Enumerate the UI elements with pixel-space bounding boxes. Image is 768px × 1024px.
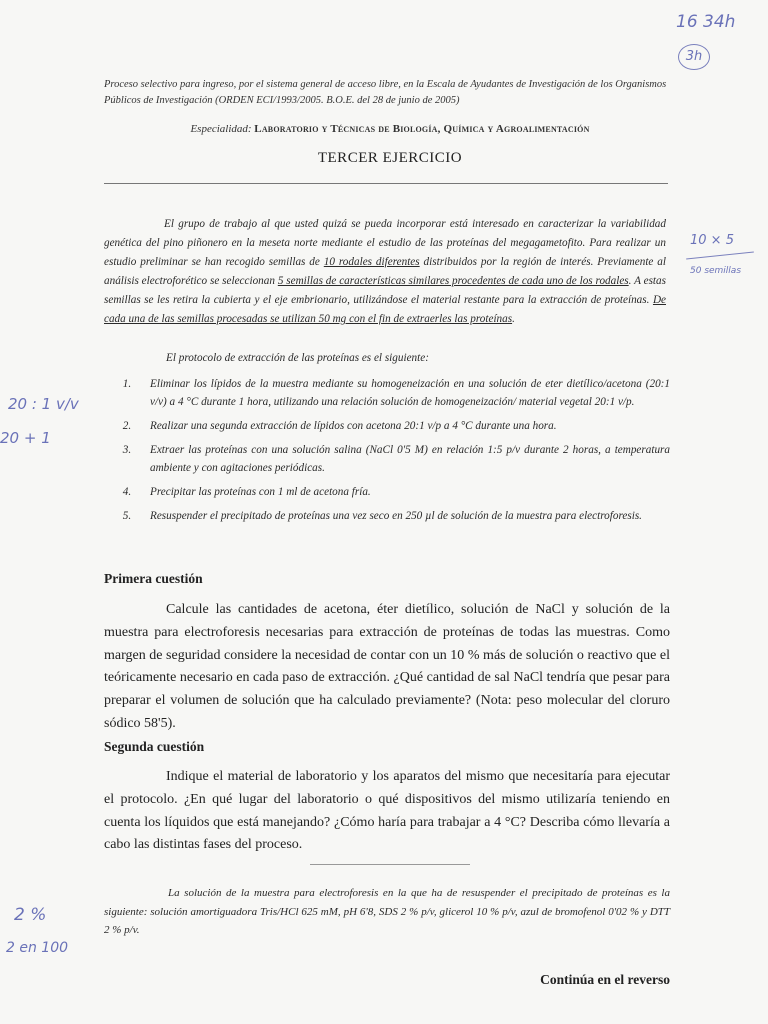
handwritten-margin-note: 20 : 1 v/v: [8, 395, 79, 413]
protocol-steps: [104, 375, 670, 531]
intro-text: . A estas semillas se les retira la cubierta y el eje embrionario, utilizándose el material restante para la extracción de proteínas.: [104, 275, 666, 306]
intro-paragraph: [104, 215, 666, 329]
question-1-heading: Primera cuestión: [104, 571, 203, 586]
especialidad-line: [104, 123, 676, 135]
step-text: Realizar una segunda extracción de lípidos con acetona 20:1 v/p a 4 °C durante una hora.: [150, 420, 557, 432]
step-text: Eliminar los lípidos de la muestra mediante su homogeneización en una solución de eter dietílico/acetona (20:1 v/v) a 4 °C durante 1 hora, utilizando una relación solución de homogeneización/ material vegetal 20:1 v/p.: [150, 378, 670, 408]
section-divider: [310, 864, 470, 865]
exercise-title: TERCER EJERCICIO: [317, 150, 463, 166]
proceso-selectivo-header: Proceso selectivo para ingreso, por el sistema general de acceso libre, en la Escala de Ayudantes de Investigación de los Organismos Públicos de Investigación (ORDEN ECI/1993/2005. B.O.E. del 28 de junio de 2005): [104, 79, 667, 106]
step-number: 5.: [122, 510, 132, 522]
step-number: 2.: [122, 420, 132, 432]
protocol-step: [104, 441, 670, 477]
handwritten-circled-note: 3h: [678, 44, 710, 70]
handwritten-margin-note: 10 × 5: [690, 233, 734, 248]
handwritten-margin-note: 2 en 100: [6, 940, 69, 956]
protocol-step: [104, 483, 670, 501]
intro-text: distribuidos por la región de interés. Previamente al análisis electroforético se seleccionan: [104, 256, 666, 287]
step-text: Extraer las proteínas con una solución salina (NaCl 0'5 M) en relación 1:5 p/v durante 2 horas, a temperatura ambiente y con agitaciones periódicas.: [150, 444, 670, 474]
especialidad-label: Especialidad:: [190, 123, 252, 135]
intro-text: .: [512, 313, 515, 325]
title-divider: [104, 183, 668, 184]
step-number: 3.: [122, 444, 132, 456]
handwritten-underline: [686, 251, 754, 259]
intro-underlined-text: De cada una de las semillas procesadas se utilizan 50 mg con el fin de extraerles las proteínas: [104, 294, 666, 325]
question-1-text: Calcule las cantidades de acetona, éter dietílico, solución de NaCl y solución de la muestra para electroforesis necesarias para extracción de proteínas de todas las muestras. Como margen de seguridad considere la necesidad de contar con un 10 % más de solución o reactivo que el teóricamente necesario en cada paso de extracción. ¿Qué cantidad de sal NaCl tendría que pesar para preparar el volumen de solución que ha calculado previamente? (Nota: peso molecular del cloruro sódico 58'5).: [104, 602, 670, 731]
step-text: Precipitar las proteínas con 1 ml de acetona fría.: [150, 486, 371, 498]
question-2-heading: Segunda cuestión: [104, 739, 205, 754]
protocol-lead: El protocolo de extracción de las proteínas es el siguiente:: [166, 352, 429, 364]
handwritten-margin-note: 50 semillas: [690, 266, 742, 276]
handwritten-margin-note: 2 %: [14, 905, 47, 925]
continue-on-back: Continúa en el reverso: [540, 972, 670, 987]
protocol-step: [104, 375, 670, 411]
step-text: Resuspender el precipitado de proteínas una vez seco en 250 µl de solución de la muestra para electroforesis.: [150, 510, 642, 522]
step-number: 1.: [122, 378, 132, 390]
protocol-step: [104, 507, 670, 525]
handwritten-margin-note: 20 + 1: [0, 429, 51, 447]
intro-underlined-text: 10 rodales diferentes: [323, 256, 420, 268]
handwritten-time-note: 16 34h: [676, 12, 736, 32]
intro-underlined-text: 5 semillas de características similares procedentes de cada uno de los rodales: [277, 275, 629, 287]
intro-text: El grupo de trabajo al que usted quizá se pueda incorporar está interesado en caracterizar la variabilidad genética del pino piñonero en la meseta norte mediante el estudio de las proteínas del megagametofito. Para realizar un estudio preliminar se han recogido semillas de: [104, 218, 666, 268]
especialidad-value: Laboratorio y Técnicas de Biología, Química y Agroalimentación: [254, 123, 590, 135]
step-number: 4.: [122, 486, 132, 498]
question-2-text: Indique el material de laboratorio y los aparatos del mismo que necesitaría para ejecutar el protocolo. ¿En qué lugar del laboratorio o qué dispositivos del mismo utilizaría teniendo en cuenta los líquidos que está manejando? ¿Cómo haría para trabajar a 4 °C? Describa cómo llevaría a cabo las distintas fases del proceso.: [104, 769, 670, 853]
footnote: La solución de la muestra para electroforesis en la que ha de resuspender el precipitado de proteínas es la siguiente: solución amortiguadora Tris/HCl 625 mM, pH 6'8, SDS 2 % p/v, glicerol 10 % p/v, azul de bromofenol 0'02 % y DTT 2 % p/v.: [104, 887, 670, 936]
protocol-step: [104, 417, 670, 435]
